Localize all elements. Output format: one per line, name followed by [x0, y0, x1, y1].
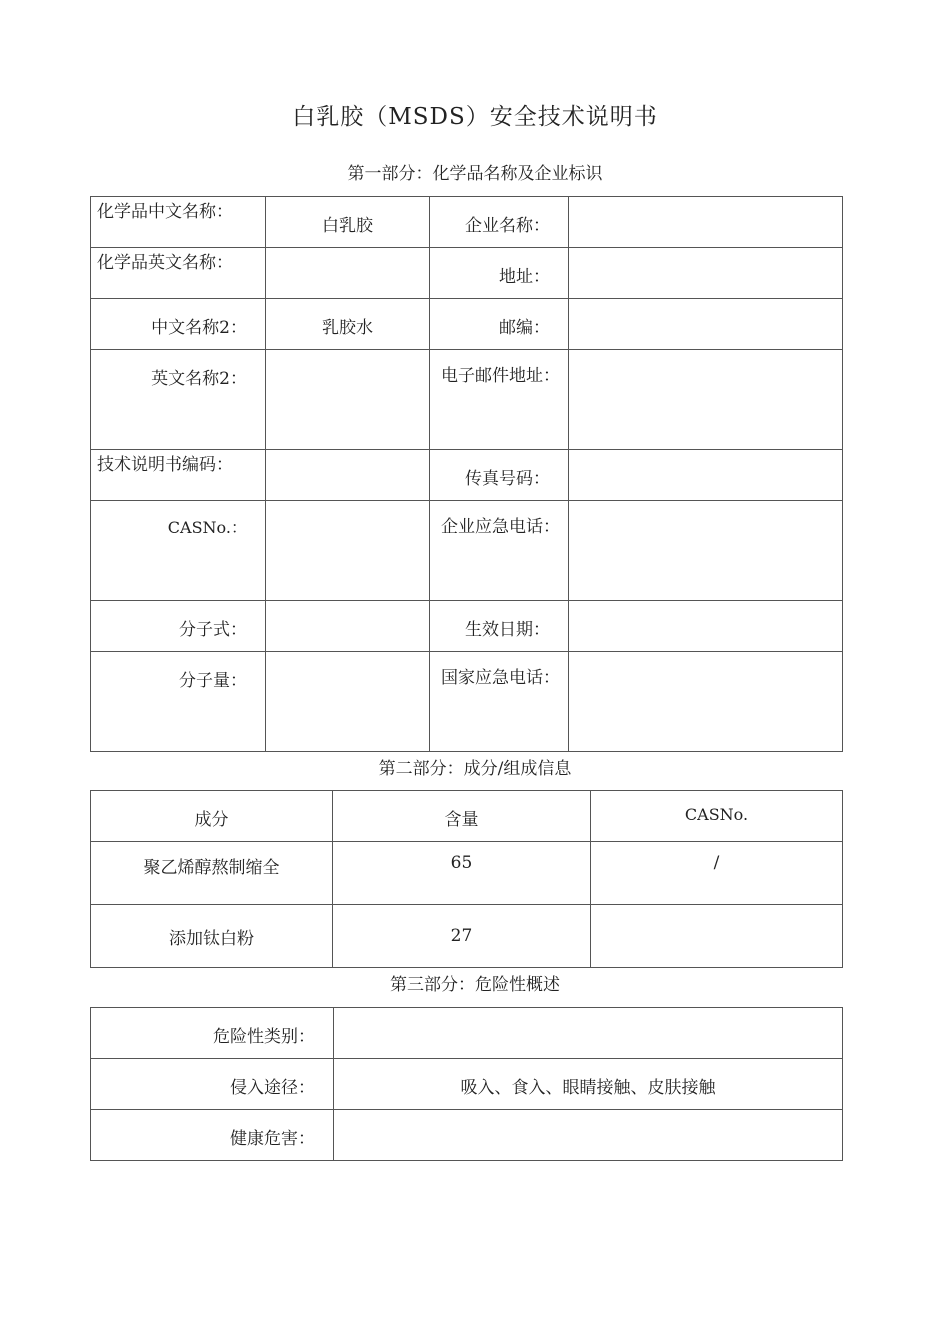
label-hazard-category: 危险性类别： — [91, 1008, 334, 1059]
document-title: 白乳胶（MSDS）安全技术说明书 — [292, 104, 658, 130]
value-fax — [569, 450, 843, 501]
value-effective-date — [569, 601, 843, 652]
part2-heading: 第二部分：成分/组成信息 — [378, 759, 572, 779]
part1-row — [91, 601, 843, 652]
label-sds-code: 技术说明书编码： — [91, 450, 266, 501]
hazard-row — [91, 1059, 843, 1110]
value-sds-code — [266, 450, 430, 501]
part1-row — [91, 248, 843, 299]
part1-row — [91, 501, 843, 601]
value-health-hazard — [334, 1110, 843, 1161]
label-effective-date: 生效日期： — [430, 601, 569, 652]
part1-heading: 第一部分：化学品名称及企业标识 — [347, 164, 603, 184]
part3-heading: 第三部分：危险性概述 — [390, 975, 560, 995]
label-email: 电子邮件地址： — [430, 350, 569, 450]
value-postcode — [569, 299, 843, 350]
part1-row — [91, 652, 843, 752]
label-company-emergency-phone: 企业应急电话： — [430, 501, 569, 601]
value-en-name-2 — [266, 350, 430, 450]
header-component: 成分 — [91, 791, 333, 842]
value-cas-no — [266, 501, 430, 601]
value-company-emergency-phone — [569, 501, 843, 601]
value-address — [569, 248, 843, 299]
table-row — [91, 842, 843, 905]
part1-row — [91, 450, 843, 501]
value-molecular-weight — [266, 652, 430, 752]
label-fax: 传真号码： — [430, 450, 569, 501]
value-en-name — [266, 248, 430, 299]
label-health-hazard: 健康危害： — [91, 1110, 334, 1161]
part3-table — [90, 1007, 843, 1161]
value-national-emergency-phone — [569, 652, 843, 752]
label-en-name: 化学品英文名称： — [91, 248, 266, 299]
part1-row — [91, 197, 843, 248]
header-cas-no: CASNo. — [591, 791, 843, 842]
part1-row — [91, 350, 843, 450]
label-cn-name: 化学品中文名称： — [91, 197, 266, 248]
header-content: 含量 — [333, 791, 591, 842]
hazard-row — [91, 1110, 843, 1161]
label-cas-no: CASNo.： — [91, 501, 266, 601]
component-cas-no — [591, 905, 843, 968]
label-en-name-2: 英文名称2： — [91, 350, 266, 450]
value-hazard-category — [334, 1008, 843, 1059]
value-exposure-route: 吸入、食入、眼睛接触、皮肤接触 — [334, 1059, 843, 1110]
value-cn-name-2: 乳胶水 — [266, 299, 430, 350]
label-national-emergency-phone: 国家应急电话： — [430, 652, 569, 752]
label-exposure-route: 侵入途径： — [91, 1059, 334, 1110]
label-postcode: 邮编： — [430, 299, 569, 350]
label-molecular-weight: 分子量： — [91, 652, 266, 752]
part1-table — [90, 196, 843, 752]
label-molecular-formula: 分子式： — [91, 601, 266, 652]
component-name: 添加钛白粉 — [91, 905, 333, 968]
label-cn-name-2: 中文名称2： — [91, 299, 266, 350]
component-content: 65 — [333, 842, 591, 905]
label-company-name: 企业名称： — [430, 197, 569, 248]
component-cas-no: / — [591, 842, 843, 905]
value-company-name — [569, 197, 843, 248]
component-content: 27 — [333, 905, 591, 968]
component-name: 聚乙烯醇熬制缩全 — [91, 842, 333, 905]
value-email — [569, 350, 843, 450]
value-molecular-formula — [266, 601, 430, 652]
part1-row — [91, 299, 843, 350]
table-row — [91, 905, 843, 968]
value-cn-name: 白乳胶 — [266, 197, 430, 248]
part2-table — [90, 790, 843, 968]
composition-header-row — [91, 791, 843, 842]
hazard-row — [91, 1008, 843, 1059]
label-address: 地址： — [430, 248, 569, 299]
